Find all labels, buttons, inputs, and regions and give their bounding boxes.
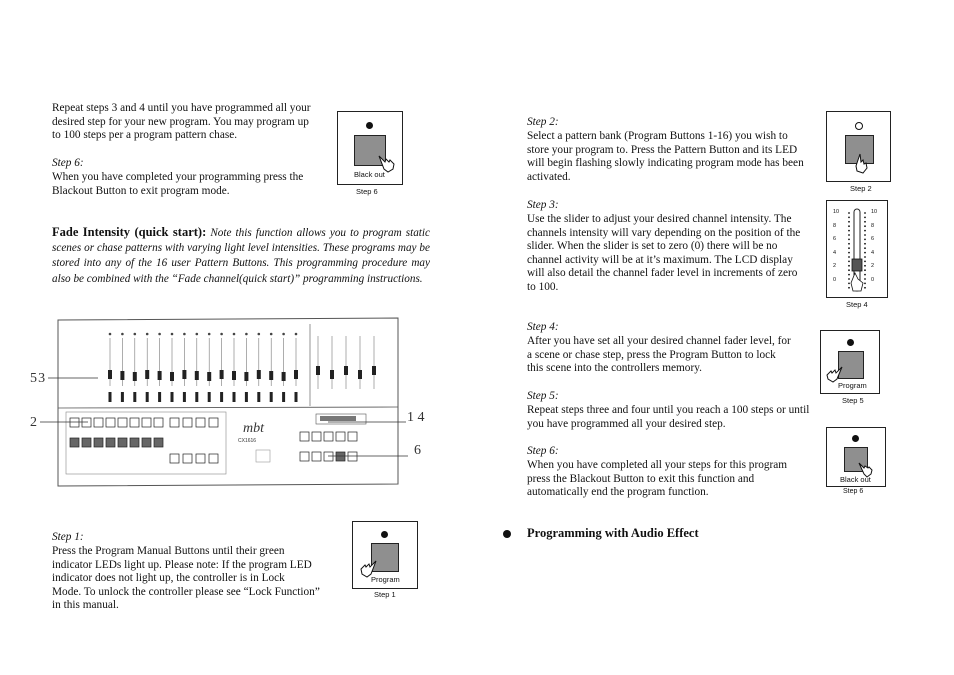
- slider-scale-label: 8: [833, 222, 837, 229]
- slider-scale-label: 4: [871, 249, 875, 256]
- led-indicator: [381, 531, 388, 538]
- caption-step6-right: Step 6: [843, 488, 864, 495]
- step5-text: Repeat steps three and four until you reach a 100 steps or until you have programmed all your desired step.: [527, 404, 810, 430]
- led-indicator-hollow: [855, 122, 863, 130]
- program-label: Program: [371, 575, 400, 584]
- slider-scale-label: 8: [871, 222, 875, 229]
- caption-step2: Step 2: [850, 184, 872, 193]
- controller-diagram: [28, 314, 438, 494]
- bullet-icon: [503, 530, 511, 538]
- blackout-figure-right: [826, 427, 886, 487]
- caption-step1: Step 1: [374, 590, 396, 599]
- pointing-hand-icon: [851, 152, 871, 174]
- right-step6-title: Step 6:: [527, 445, 559, 457]
- step4-text: After you have set all your desired channel fader level, for a scene or chase step, press the Program Button to lock this scene into the controllers memory.: [527, 335, 791, 375]
- callout-1-4: 1 4: [407, 410, 425, 425]
- led-indicator: [366, 122, 373, 129]
- caption-step6-left: Step 6: [356, 187, 378, 196]
- slider-figure-step4: [826, 200, 888, 298]
- section-title-audio-effect: Programming with Audio Effect: [527, 526, 699, 540]
- slider-scale-label: 6: [833, 236, 837, 243]
- step4-title: Step 4:: [527, 321, 559, 333]
- right-step6-text: When you have completed all your steps for this program press the Blackout Button to exit this function and automatically end the program function.: [527, 459, 788, 499]
- slider-scale-label: 2: [833, 263, 837, 270]
- program-figure-step1: [352, 521, 418, 589]
- fade-intensity-paragraph: [52, 225, 430, 287]
- led-indicator: [847, 339, 854, 346]
- step1-title: Step 1:: [52, 531, 84, 543]
- fade-heading: Fade Intensity (quick start):: [52, 225, 207, 239]
- step3-title: Step 3:: [527, 199, 559, 211]
- blackout-label: Black out: [840, 475, 871, 484]
- left-step6-text: When you have completed your programming press the Blackout Button to exit program mode.: [52, 171, 304, 197]
- slider-scale-label: 2: [871, 263, 875, 270]
- callout-6: 6: [414, 443, 421, 458]
- step3-text: Use the slider to adjust your desired channel intensity. The channels intensity will vary depending on the position of the slider. When the slider is set to zero (0) there will be no channel activity will be at it’s maximum. The LCD display will also detail the channel fader level in increments of zero to 100.: [527, 213, 801, 293]
- slider-scale-label: 10: [871, 209, 878, 215]
- slider-scale-label: 0: [871, 277, 875, 283]
- intro-paragraph: Repeat steps 3 and 4 until you have programmed all your desired step for your new program. You may program up to 100 steps per a program pattern chase.: [52, 102, 311, 142]
- svg-text:mbt: mbt: [243, 421, 264, 436]
- step2-text: Select a pattern bank (Program Buttons 1-16) you wish to store your program to. Press the Pattern Button and its LED will begin flashing slowly indicating program mode has been activated.: [527, 130, 804, 183]
- caption-step4: Step 4: [846, 300, 868, 309]
- callout-5-3: 5 3: [30, 371, 46, 386]
- slider-scale-label: 6: [871, 236, 875, 243]
- slider-scale-label: 0: [833, 277, 837, 283]
- callout-2: 2: [30, 415, 37, 430]
- program-label: Program: [838, 381, 867, 390]
- fade-text: Note this function allows you to program static scenes or chase patterns with varying light level intensities. These programs may be stored into any of the 16 user Pattern Buttons. This programming procedure may also be combined with the “Fade channel(quick start)” programming instructions.: [52, 227, 430, 285]
- step5-title: Step 5:: [527, 390, 559, 402]
- caption-step5: Step 5: [842, 396, 864, 405]
- left-step6-title: Step 6:: [52, 157, 84, 169]
- pattern-figure-step2: [826, 111, 891, 182]
- step1-text: Press the Program Manual Buttons until their green indicator LEDs light up. Please note: If the program LED indicator does not light up, the controller is in Lock Mode. To unlock the controller please see “Lock Function” in this manual.: [52, 545, 320, 612]
- blackout-label: Black out: [354, 170, 385, 179]
- svg-text:CX1616: CX1616: [238, 438, 257, 444]
- slider-scale-label: 10: [833, 209, 840, 215]
- slider-scale-label: 4: [833, 249, 837, 256]
- blackout-figure-left: [337, 111, 403, 185]
- program-figure-step5: [820, 330, 880, 394]
- step2-title: Step 2:: [527, 116, 559, 128]
- led-indicator: [852, 435, 859, 442]
